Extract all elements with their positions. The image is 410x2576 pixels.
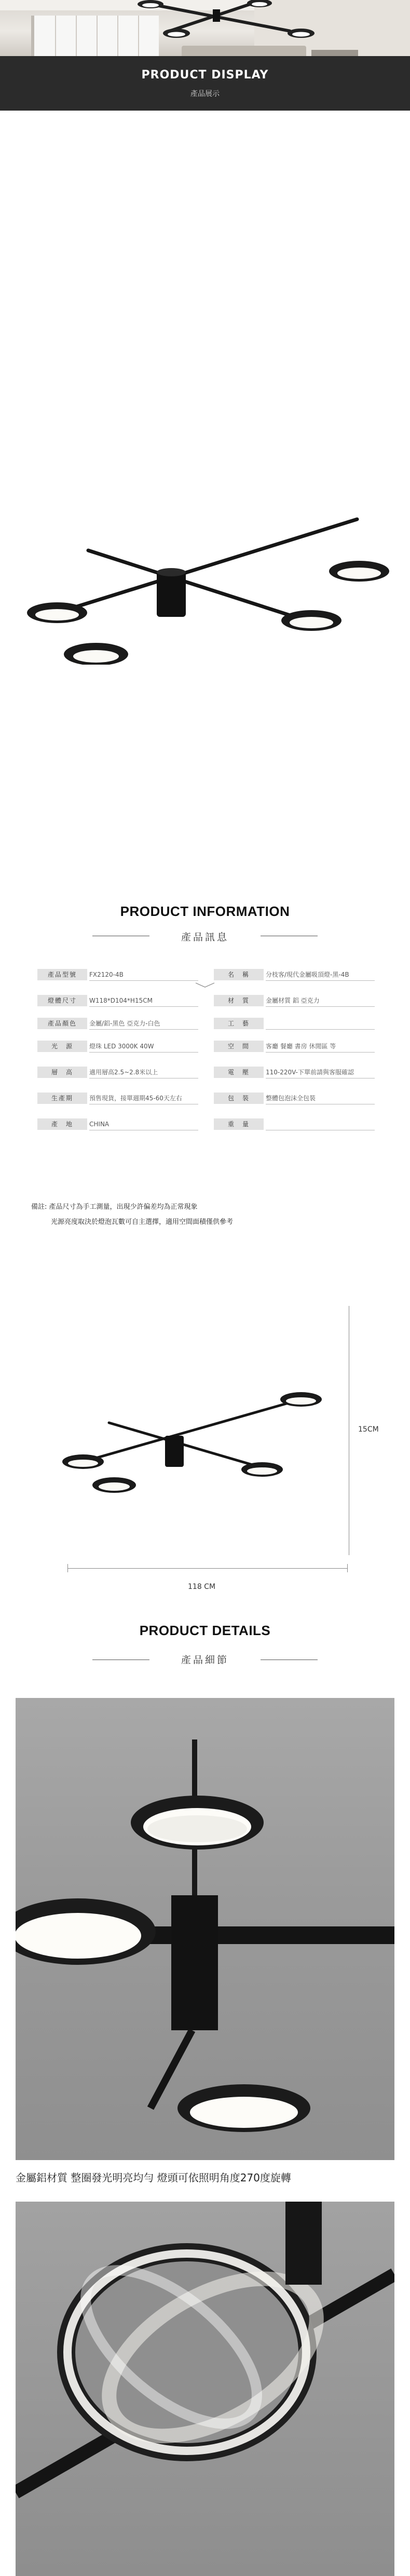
spec-row [0,969,410,980]
spec-value [266,1118,375,1130]
lamp-ring-front [64,643,128,665]
spec-row [0,1118,410,1130]
detail-photo-2 [16,2202,394,2576]
spec-row [0,1067,410,1078]
spec-value: 適用層高2.5~2.8米以上 [89,1067,198,1078]
spec-label: 層 高 [37,1067,87,1078]
spec-label: 產品型號 [37,969,87,980]
note-line-2: 光源亮度取決於燈泡瓦數可自主選擇，適用空間面積僅供參考 [51,1218,234,1226]
dimension-lamp-image [62,1381,353,1501]
hero-room-photo [0,0,410,56]
section-title-info: PRODUCT INFORMATION [120,903,290,919]
width-dimension-label: 118 CM [188,1583,216,1591]
height-dimension-label: 15CM [358,1425,379,1434]
lamp-ring-left [27,602,87,623]
note-line-1: 備註: 產品尺寸為手工測量，出現少許偏差均為正常現象 [31,1203,198,1211]
section-subtitle-info: 產品訊息 [181,932,229,943]
spec-label: 名 稱 [214,969,264,980]
hero-lamp-graphic [0,0,410,56]
spec-value: 整體包泡沫全包裝 [266,1093,375,1104]
spec-label: 電 壓 [214,1067,264,1078]
section-subtitle-details: 產品細節 [181,1654,229,1666]
spec-label: 重 量 [214,1118,264,1130]
spec-label: 產品顏色 [37,1018,87,1029]
detail-ring-left [16,1898,156,1965]
spec-value: CHINA [89,1118,198,1130]
spec-table [0,969,410,1187]
spec-value: 分枝客/現代金屬吸頂燈-黑-4B [266,969,375,981]
lamp-ring-mid [281,610,341,631]
spec-label: 光 源 [37,1041,87,1052]
spec-value: FX2120-4B [89,969,198,981]
spec-label: 包 裝 [214,1093,264,1104]
section-title-display: PRODUCT DISPLAY [141,69,269,82]
detail-ring-top [131,1796,264,1850]
detail-ring-bottom [177,2084,310,2132]
spec-value: 預售現貨，接單週期45-60天左右 [89,1093,198,1104]
detail-photo-1 [16,1698,394,2160]
spec-row [0,1041,410,1052]
spec-row [0,995,410,1006]
product-main-image [0,488,410,665]
spec-value: 110-220V-下單前請與客服確認 [266,1067,375,1078]
product-display-banner [0,56,410,111]
spec-value [266,1018,375,1030]
spec-row [0,1093,410,1104]
spec-value: 金屬材質 鋁 亞克力 [266,995,375,1007]
spec-label: 產 地 [37,1118,87,1130]
section-subtitle-display: 產品展示 [190,90,220,98]
width-dimension-line [67,1568,348,1569]
spec-label: 空 間 [214,1041,264,1052]
lamp-ring-right [329,561,389,582]
details-caption: 金屬鋁材質 整圈發光明亮均勻 燈頭可依照明角度270度旋轉 [16,2172,291,2184]
spec-value: W118*D104*H15CM [89,995,198,1007]
spec-value: 燈珠 LED 3000K 40W [89,1041,198,1053]
spec-label: 燈體尺寸 [37,995,87,1006]
spec-label: 生產期 [37,1093,87,1104]
spec-value: 金屬/鋁-黑色 亞克力-白色 [89,1018,198,1030]
spec-value: 客廳 餐廳 書房 休閒區 等 [266,1041,375,1053]
spec-label: 工 藝 [214,1018,264,1029]
section-title-details: PRODUCT DETAILS [139,1623,271,1638]
spec-label: 材 質 [214,995,264,1006]
spec-row [0,1018,410,1029]
